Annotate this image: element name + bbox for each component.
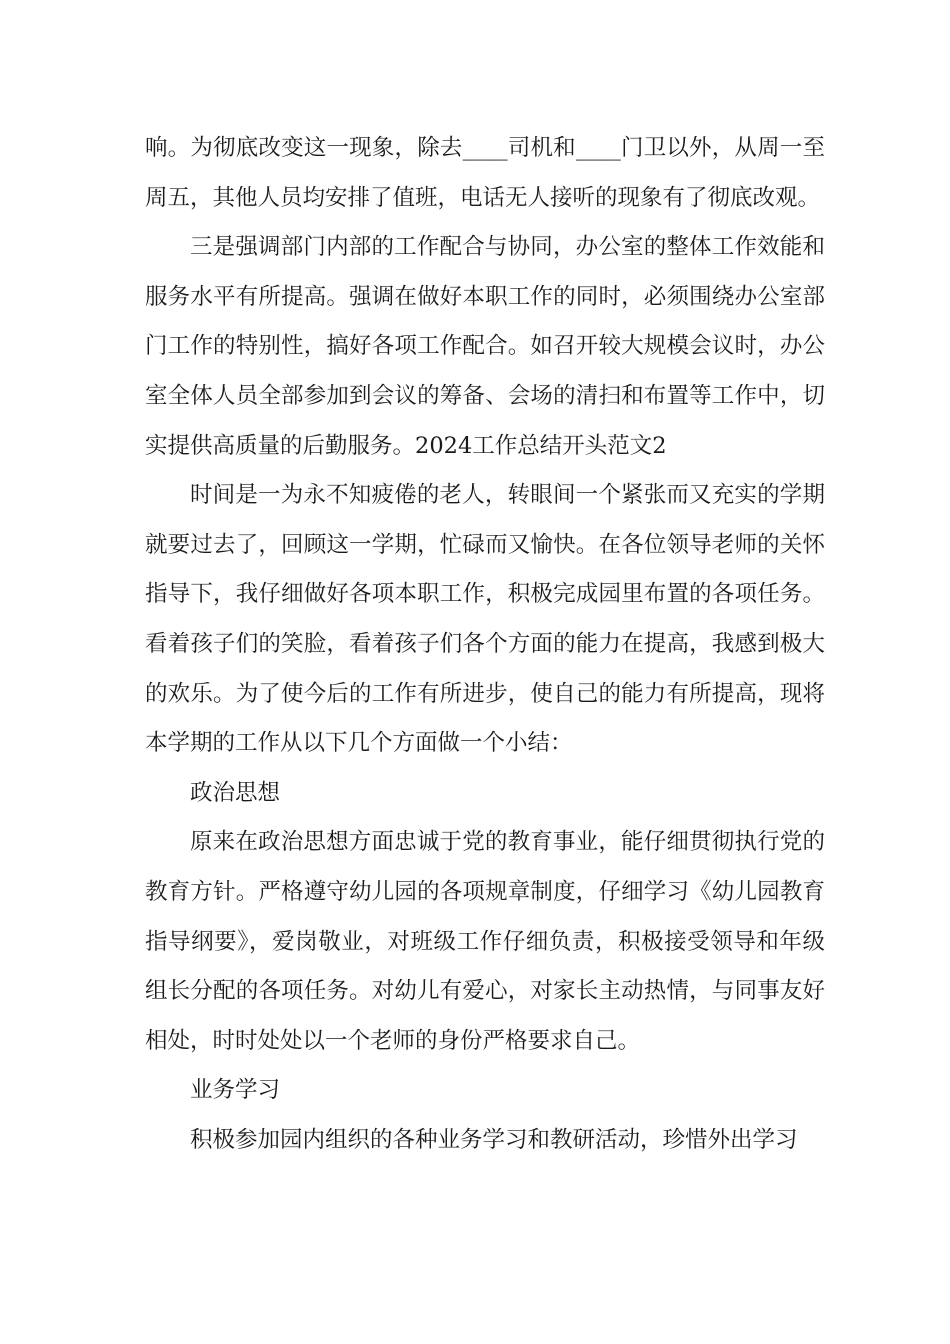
document-body — [145, 124, 825, 1165]
paragraph-office-coordination: 三是强调部门内部的工作配合与协同，办公室的整体工作效能和服务水平有所提高。强调在做好本职工作的同时，必须围绕办公室部门工作的特别性，搞好各项工作配合。如召开较大规模会议时，办公室全体人员全部参加到会议的筹备、会场的清扫和布置等工作中，切实提供高质量的后勤服务。2024工作总结开头范文2 — [145, 234, 825, 459]
paragraph-continuation: 响。为彻底改变这一现象，除去____司机和____门卫以外，从周一至周五，其他人员均安排了值班，电话无人接听的现象有了彻底改观。 — [145, 135, 825, 211]
section-heading-politics: 政治思想 — [190, 779, 281, 806]
paragraph-semester-intro: 时间是一为永不知疲倦的老人，转眼间一个紧张而又充实的学期就要过去了，回顾这一学期，忙碌而又愉快。在各位领导老师的关怀指导下，我仔细做好各项本职工作，积极完成园里布置的各项任务。看着孩子们的笑脸，看着孩子们各个方面的能力在提高，我感到极大的欢乐。为了使今后的工作有所进步，使自己的能力有所提高，现将本学期的工作从以下几个方面做一个小结： — [145, 482, 825, 757]
paragraph-politics: 原来在政治思想方面忠诚于党的教育事业，能仔细贯彻执行党的教育方针。严格遵守幼儿园的各项规章制度，仔细学习《幼儿园教育指导纲要》，爱岗敬业，对班级工作仔细负责，积极接受领导和年级组长分配的各项任务。对幼儿有爱心，对家长主动热情，与同事友好相处，时时处处以一个老师的身份严格要求自己。 — [145, 829, 825, 1054]
section-heading-study: 业务学习 — [190, 1077, 281, 1104]
paragraph-study: 积极参加园内组织的各种业务学习和教研活动，珍惜外出学习 — [190, 1126, 798, 1153]
